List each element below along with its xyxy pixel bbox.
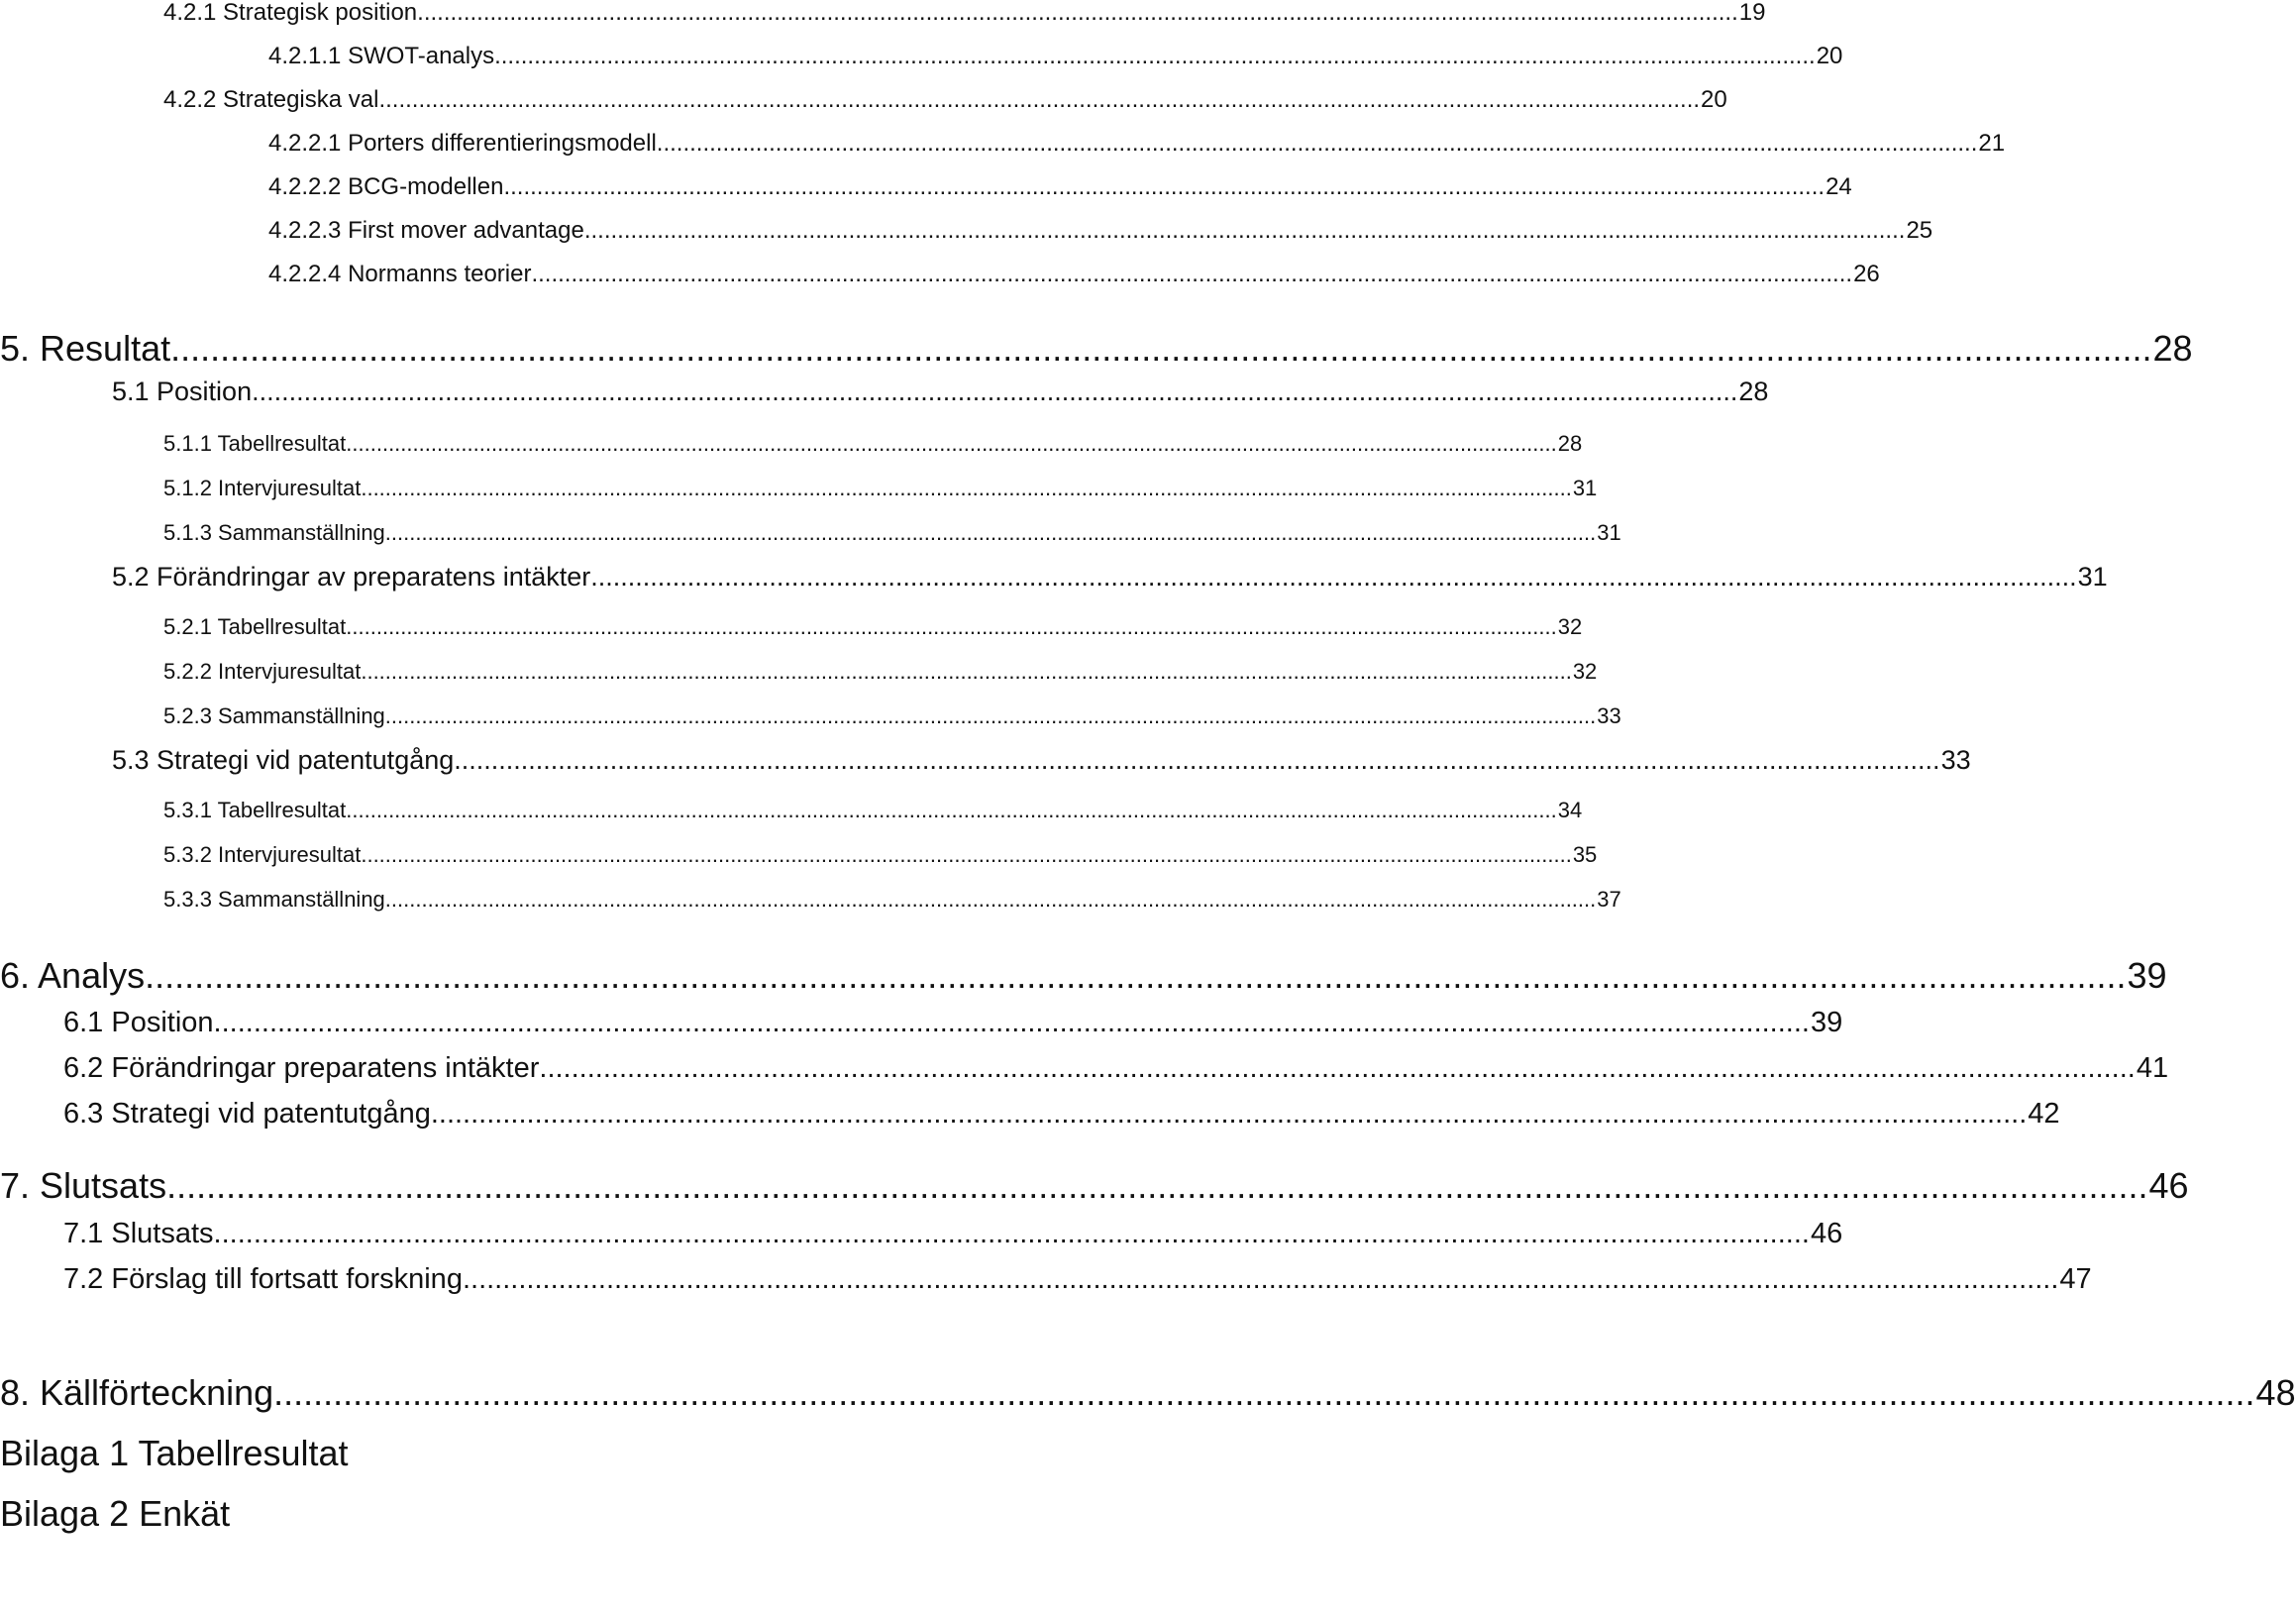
toc-entry-page: 28 — [2152, 328, 2193, 369]
toc-entry[interactable] — [0, 217, 1933, 244]
toc-entry-title: 8. Källförteckning — [0, 1372, 274, 1413]
toc-entry[interactable] — [0, 173, 1852, 200]
toc-entry-title: 5.2.3 Sammanställning — [163, 703, 385, 728]
toc-entry[interactable] — [0, 1007, 1843, 1039]
toc-entry[interactable] — [0, 431, 1583, 456]
toc-leader-dots: ........................................................................................................................................................................................................ — [494, 43, 1816, 69]
toc-entry[interactable] — [0, 659, 1598, 684]
toc-leader-dots: ........................................................................................................................................................................................................ — [531, 261, 1853, 287]
toc-leader-dots: ........................................................................................................................................................................................................ — [361, 659, 1572, 684]
toc-entry-page: 33 — [1940, 745, 1971, 775]
toc-entry-page: 28 — [1557, 431, 1583, 456]
toc-entry-page: 32 — [1557, 614, 1583, 639]
toc-entry[interactable] — [0, 798, 1583, 822]
toc-leader-dots: ........................................................................................................................................................................................................ — [145, 955, 2127, 996]
toc-leader-dots: ........................................................................................................................................................................................................ — [213, 1007, 1810, 1038]
toc-entry[interactable] — [0, 1263, 2092, 1296]
toc-entry-page: 25 — [1906, 217, 1933, 244]
toc-entry-title: 6.2 Förändringar preparatens intäkter — [63, 1052, 540, 1084]
toc-entry[interactable] — [0, 842, 1598, 867]
toc-entry-title: 5.3 Strategi vid patentutgång — [112, 745, 455, 775]
toc-entry[interactable] — [0, 328, 2193, 369]
toc-leader-dots: ........................................................................................................................................................................................................ — [166, 1165, 2148, 1206]
toc-entry[interactable] — [0, 130, 2006, 157]
toc-entry-title: 5.3.3 Sammanställning — [163, 887, 385, 912]
toc-leader-dots: ........................................................................................................................................................................................................ — [430, 1098, 2028, 1130]
toc-leader-dots: ........................................................................................................................................................................................................ — [346, 798, 1557, 822]
toc-leader-dots: ........................................................................................................................................................................................................ — [539, 1052, 2136, 1084]
toc-leader-dots: ........................................................................................................................................................................................................ — [252, 377, 1738, 406]
toc-entry[interactable] — [0, 1218, 1843, 1250]
toc-entry[interactable] — [0, 1052, 2169, 1085]
toc-entry[interactable] — [0, 476, 1598, 500]
toc-leader-dots: ........................................................................................................................................................................................................ — [346, 431, 1557, 456]
toc-entry-page: 39 — [2127, 955, 2167, 996]
toc-leader-dots: ........................................................................................................................................................................................................ — [417, 0, 1738, 26]
toc-entry-page: 34 — [1557, 798, 1583, 822]
toc-entry[interactable] — [0, 955, 2167, 996]
toc-entry-page: 26 — [1853, 261, 1880, 287]
toc-entry-page: 42 — [2028, 1098, 2060, 1130]
toc-leader-dots: ........................................................................................................................................................................................................ — [583, 217, 1906, 244]
toc-entry-title: 6. Analys — [0, 955, 146, 996]
toc-entry[interactable] — [0, 0, 1766, 26]
toc-entry-page: 48 — [2255, 1372, 2296, 1413]
toc-entry-page: 19 — [1738, 0, 1766, 26]
toc-entry-title: 4.2.2.4 Normanns teorier — [268, 261, 532, 287]
toc-entry-page: 31 — [1597, 520, 1621, 545]
toc-entry-page: 24 — [1826, 173, 1852, 200]
toc-entry[interactable] — [0, 1165, 2189, 1206]
toc-leader-dots: ........................................................................................................................................................................................................ — [454, 745, 1940, 775]
toc-entry-title: 4.2.2.3 First mover advantage — [268, 217, 584, 244]
toc-leader-dots: ........................................................................................................................................................................................................ — [378, 86, 1701, 113]
toc-entry-page: 33 — [1597, 703, 1621, 728]
toc-entry[interactable] — [0, 1372, 2296, 1413]
toc-entry-page: 31 — [1572, 476, 1598, 500]
toc-entry-title: 6.3 Strategi vid patentutgång — [63, 1098, 431, 1130]
toc-entry[interactable] — [0, 377, 1769, 407]
toc-entry-title: 5.1.3 Sammanställning — [163, 520, 385, 545]
toc-entry-title: 4.2.2.2 BCG-modellen — [268, 173, 504, 200]
toc-leader-dots: ........................................................................................................................................................................................................ — [361, 476, 1572, 500]
toc-entry-page: 37 — [1597, 887, 1621, 912]
appendix-entry[interactable]: Bilaga 1 Tabellresultat — [0, 1433, 349, 1473]
toc-entry[interactable] — [0, 1098, 2060, 1131]
toc-entry-title: 5.1.2 Intervjuresultat — [163, 476, 362, 500]
toc-leader-dots: ........................................................................................................................................................................................................ — [384, 887, 1597, 912]
toc-entry-title: 5.3.2 Intervjuresultat — [163, 842, 362, 867]
toc-entry-title: 5.3.1 Tabellresultat — [163, 798, 347, 822]
toc-entry-title: 4.2.2.1 Porters differentieringsmodell — [268, 130, 657, 157]
toc-entry[interactable] — [0, 86, 1727, 113]
toc-entry-page: 20 — [1816, 43, 1843, 69]
toc-leader-dots: ........................................................................................................................................................................................................ — [384, 703, 1597, 728]
toc-leader-dots: ........................................................................................................................................................................................................ — [346, 614, 1557, 639]
toc-entry-page: 46 — [1810, 1218, 1843, 1249]
toc-leader-dots: ........................................................................................................................................................................................................ — [384, 520, 1597, 545]
toc-entry[interactable] — [0, 43, 1843, 69]
toc-leader-dots: ........................................................................................................................................................................................................ — [213, 1218, 1810, 1249]
toc-entry-page: 35 — [1572, 842, 1598, 867]
toc-entry-page: 32 — [1572, 659, 1598, 684]
toc-entry-title: 4.2.1 Strategisk position — [163, 0, 418, 26]
toc-leader-dots: ........................................................................................................................................................................................................ — [170, 328, 2152, 369]
toc-entry-page: 20 — [1701, 86, 1727, 113]
toc-entry-page: 21 — [1978, 130, 2006, 157]
toc-entry[interactable] — [0, 614, 1583, 639]
toc-leader-dots: ........................................................................................................................................................................................................ — [273, 1372, 2255, 1413]
toc-entry-title: 7.2 Förslag till fortsatt forskning — [63, 1263, 463, 1295]
toc-entry[interactable] — [0, 562, 2108, 593]
toc-entry-title: 4.2.1.1 SWOT-analys — [268, 43, 495, 69]
toc-entry-title: 4.2.2 Strategiska val — [163, 86, 379, 113]
toc-entry-title: 5.2.2 Intervjuresultat — [163, 659, 362, 684]
toc-entry-page: 31 — [2077, 562, 2108, 592]
toc-leader-dots: ........................................................................................................................................................................................................ — [656, 130, 1978, 157]
toc-entry-title: 5.2.1 Tabellresultat — [163, 614, 347, 639]
toc-entry[interactable] — [0, 745, 1971, 776]
toc-entry-title: 5.1.1 Tabellresultat — [163, 431, 347, 456]
appendix-entry[interactable]: Bilaga 2 Enkät — [0, 1493, 231, 1534]
toc-entry-title: 5.1 Position — [112, 377, 253, 406]
toc-entry-page: 39 — [1810, 1007, 1843, 1038]
toc-entry-title: 6.1 Position — [63, 1007, 214, 1038]
toc-entry-title: 7.1 Slutsats — [63, 1218, 214, 1249]
toc-leader-dots: ........................................................................................................................................................................................................ — [361, 842, 1572, 867]
toc-leader-dots: ........................................................................................................................................................................................................ — [462, 1263, 2059, 1295]
toc-entry-title: 5.2 Förändringar av preparatens intäkter — [112, 562, 591, 592]
toc-entry-title: 5. Resultat — [0, 328, 171, 369]
toc-entry[interactable] — [0, 887, 1621, 912]
toc-entry-title: 7. Slutsats — [0, 1165, 167, 1206]
toc-leader-dots: ........................................................................................................................................................................................................ — [590, 562, 2077, 592]
toc-entry[interactable] — [0, 703, 1621, 728]
toc-entry-page: 28 — [1738, 377, 1769, 406]
toc-entry-page: 41 — [2136, 1052, 2169, 1084]
toc-leader-dots: ........................................................................................................................................................................................................ — [503, 173, 1826, 200]
toc-entry-page: 47 — [2059, 1263, 2092, 1295]
toc-entry-page: 46 — [2148, 1165, 2189, 1206]
toc-entry[interactable] — [0, 261, 1880, 287]
toc-entry[interactable] — [0, 520, 1621, 545]
